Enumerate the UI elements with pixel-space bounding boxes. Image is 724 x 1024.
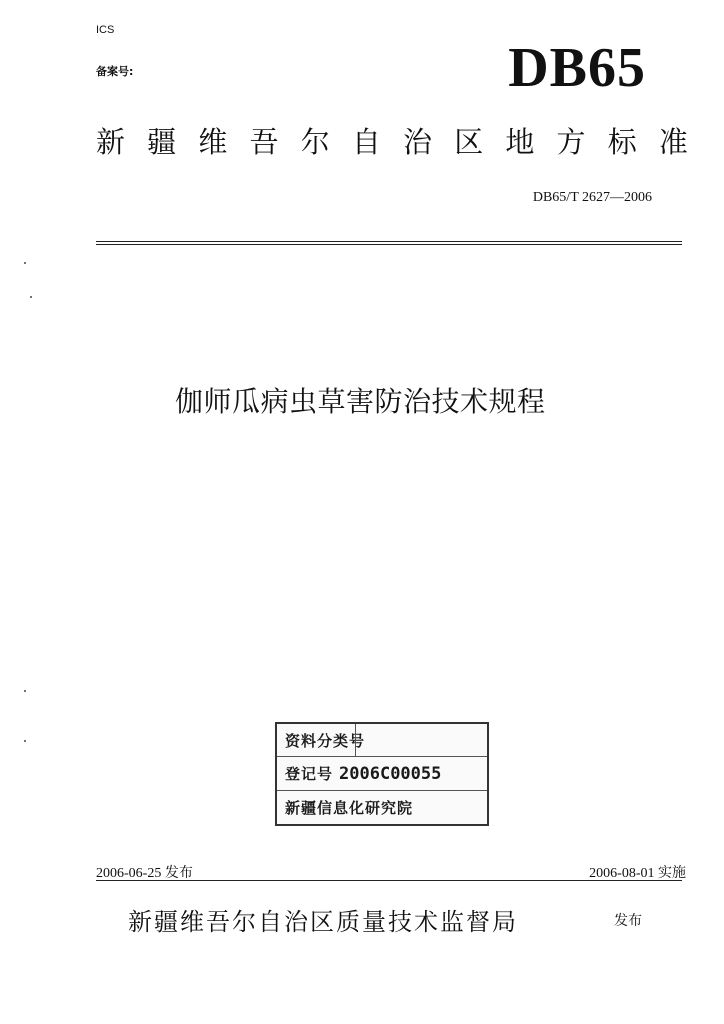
- document-title: 伽师瓜病虫草害防治技术规程: [175, 385, 546, 418]
- org-title-char: 疆: [147, 125, 177, 159]
- org-title-char: 自: [351, 125, 381, 159]
- beian-label: 备案号:: [96, 65, 134, 78]
- issuing-suffix: 发布: [614, 913, 642, 929]
- header-rule-secondary: [96, 244, 682, 245]
- standard-logo: DB65: [508, 37, 646, 99]
- ics-label: ICS: [96, 24, 115, 36]
- stamp-row-registration: [277, 757, 487, 791]
- stamp-row-institute: [277, 791, 487, 824]
- scan-speck: [24, 740, 26, 742]
- org-title-char: 新: [96, 125, 126, 159]
- org-title-char: 维: [198, 125, 228, 159]
- stamp-registration-number: 2006C00055: [339, 763, 442, 784]
- scan-speck: [30, 296, 32, 298]
- registration-stamp: [275, 722, 489, 826]
- org-title: [96, 125, 688, 159]
- stamp-institute-label: 新疆信息化研究院: [285, 799, 414, 817]
- org-title-char: 尔: [300, 125, 330, 159]
- org-title-char: 标: [607, 125, 637, 159]
- effective-date: 2006-08-01 实施: [589, 866, 686, 881]
- stamp-category-label: 资料分类号: [285, 731, 366, 750]
- org-title-char: 区: [454, 125, 484, 159]
- org-title-char: 地: [505, 125, 535, 159]
- org-title-char: 准: [658, 125, 688, 159]
- issuing-authority: 新疆维吾尔自治区质量技术监督局: [128, 908, 518, 936]
- standard-number: DB65/T 2627—2006: [532, 190, 652, 205]
- scan-speck: [24, 262, 26, 264]
- org-title-char: 吾: [249, 125, 279, 159]
- stamp-registration-label: 登记号: [285, 765, 334, 783]
- header-rule: [96, 241, 682, 242]
- org-title-char: 治: [403, 125, 433, 159]
- publish-date: 2006-06-25 发布: [96, 866, 193, 881]
- org-title-char: 方: [556, 125, 586, 159]
- scan-speck: [24, 690, 26, 692]
- stamp-divider: [355, 724, 356, 757]
- stamp-row-category: [277, 724, 487, 757]
